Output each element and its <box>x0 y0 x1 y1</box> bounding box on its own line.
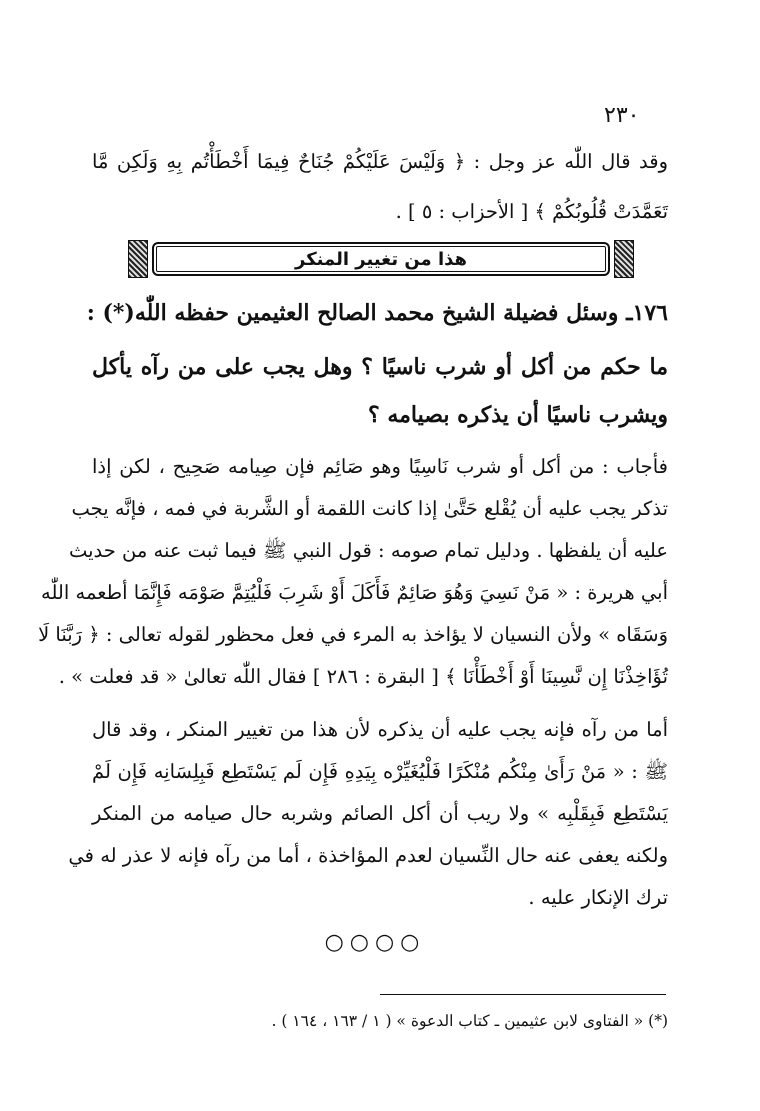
question-line-1: ما حكم من أكل أو شرب ناسيًا ؟ وهل يجب على من رآه يأكل <box>92 354 668 380</box>
intro-line-2: تَعَمَّدَتْ قُلُوبُكُمْ ﴾ [ الأحزاب : ٥ ] . <box>395 200 668 223</box>
banner-left-ornament <box>128 240 148 278</box>
banner-title: هذا من تغيير المنكر <box>152 242 610 276</box>
answer-line: عليه أن يلفظها . ودليل تمام صومه : قول النبي ﷺ فيما ثبت عنه من حديث <box>68 539 668 562</box>
paragraph-line: أما من رآه فإنه يجب عليه أن يذكره لأن هذا من تغيير المنكر ، وقد قال <box>92 718 668 741</box>
paragraph-line: يَسْتَطِع فَبِقَلْبِه » ولا ريب أن أكل الصائم وشربه حال صيامه من المنكر <box>92 802 668 825</box>
question-line-2: ويشرب ناسيًا أن يذكره بصيامه ؟ <box>368 402 668 428</box>
section-separator: ○○○○ <box>324 930 426 955</box>
paragraph-line: ﷺ : « مَنْ رَأَىٰ مِنْكُم مُنْكَرًا فَلْيُغَيِّرْه بِيَدِهِ فَإِن لَم يَسْتَطِع فَبِلِسَانِه فَإِن لَمْ <box>92 760 668 783</box>
footnote: (*) « الفتاوى لابن عثيمين ـ كتاب الدعوة » ( ١ / ١٦٣ ، ١٦٤ ) . <box>271 1012 668 1030</box>
section-banner <box>128 240 634 278</box>
answer-line: تُؤَاخِذْنَا إِن نَّسِينَا أَوْ أَخْطَأْنَا ﴾ [ البقرة : ٢٨٦ ] فقال اللّٰه تعالىٰ « قد فعلت » . <box>58 665 668 688</box>
banner-right-ornament <box>614 240 634 278</box>
intro-line-1: وقد قال اللّٰه عز وجل : ﴿ وَلَيْسَ عَلَيْكُمْ جُنَاحٌ فِيمَا أَخْطَأْتُم بِهِ وَلَكِن مَّا <box>92 150 668 173</box>
answer-line: وَسَقَاه » ولأن النسيان لا يؤاخذ به المرء في فعل محظور لقوله تعالى : ﴿ رَبَّنَا لَا <box>38 623 668 646</box>
answer-line: فأجاب : من أكل أو شرب نَاسِيًا وهو صَائِم فإن صِيامه صَحِيح ، لكن إذا <box>92 455 668 478</box>
answer-line: تذكر يجب عليه أن يُقْلع حَتَّىٰ إذا كانت اللقمة أو الشَّربة في فمه ، فإنَّه يجب <box>71 497 668 520</box>
footnote-rule <box>380 994 666 995</box>
paragraph-line: ولكنه يعفى عنه حال النِّسيان لعدم المؤاخذة ، أما من رآه فإنه لا عذر له في <box>68 844 668 867</box>
paragraph-line: ترك الإنكار عليه . <box>528 886 668 909</box>
question-heading: ١٧٦ـ وسئل فضيلة الشيخ محمد الصالح العثيمين حفظه اللّٰه(*) : <box>86 300 668 326</box>
page-number: ٢٣٠ <box>604 103 640 128</box>
answer-line: أبي هريرة : « مَنْ نَسِيَ وَهُوَ صَائِمٌ فَأَكَلَ أَوْ شَرِبَ فَلْيُتِمَّ صَوْمَه فَإِنَّمَا أطعمه اللّٰه <box>41 581 668 604</box>
